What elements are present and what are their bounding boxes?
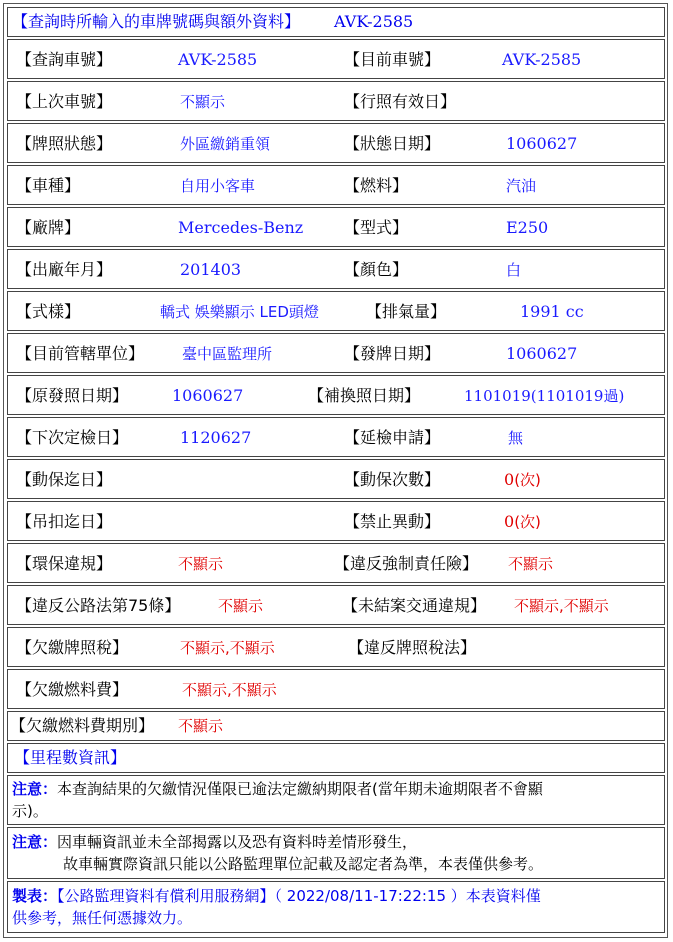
- value-inspection-deferral: 無: [508, 429, 524, 447]
- label-displacement: 【排氣量】: [366, 302, 447, 321]
- value-last-plate: 不顯示: [180, 93, 226, 111]
- value-fuel: 汽油: [506, 177, 537, 195]
- note-2-label: 注意：: [12, 833, 58, 851]
- report-title: 【查詢時所輸入的車牌號碼與額外資料】: [12, 12, 301, 31]
- row-plate-status: [7, 123, 665, 163]
- row-vehicle-type: [7, 165, 665, 205]
- value-status-date: 1060627: [506, 134, 578, 153]
- note-1-line1: 本查詢結果的欠繳情況僅限已逾法定繳納期限者(當年期未逾期限者不會顯: [57, 780, 543, 798]
- value-style: 轎式 娛樂顯示 LED頭燈: [160, 303, 319, 321]
- row-highway-law: [7, 585, 665, 625]
- value-current-plate: AVK-2585: [502, 50, 582, 69]
- label-query-plate: 【查詢車號】: [16, 50, 113, 69]
- value-highway-law: 不顯示: [218, 597, 264, 615]
- label-color: 【顏色】: [344, 260, 409, 279]
- row-last-plate: [7, 81, 665, 121]
- label-env-violation: 【環保違規】: [16, 554, 113, 573]
- label-original-issue: 【原發照日期】: [16, 386, 129, 405]
- value-query-plate: AVK-2585: [178, 50, 258, 69]
- row-query-plate: [7, 39, 665, 79]
- label-model: 【型式】: [344, 218, 409, 237]
- row-license-tax: [7, 627, 665, 667]
- value-displacement: 1991 cc: [520, 302, 584, 321]
- note-1: [7, 775, 665, 825]
- note-2-line1: 因車輛資訊並未全部揭露以及恐有資料時差情形發生，: [57, 833, 418, 851]
- label-current-plate: 【目前車號】: [344, 50, 441, 69]
- footer-line2: 供參考，無任何憑據效力。: [12, 909, 193, 927]
- value-reissue-date: 1101019(1101019過): [464, 387, 625, 405]
- value-manufacture-date: 201403: [180, 260, 242, 279]
- label-issue-date: 【發牌日期】: [344, 344, 441, 363]
- note-2-line2: 故車輛實際資訊只能以公路監理單位記載及認定者為準，本表僅供參考。: [63, 855, 544, 873]
- label-fuel-fee: 【欠繳燃料費】: [16, 680, 129, 699]
- value-model: E250: [506, 218, 549, 237]
- footer-row: [7, 881, 665, 933]
- label-jurisdiction: 【目前管轄單位】: [16, 344, 145, 363]
- row-fuel-fee-period: [7, 711, 665, 741]
- mileage-header: 【里程數資訊】: [14, 748, 127, 767]
- label-chattel-count: 【動保次數】: [344, 470, 441, 489]
- label-fuel-fee-period: 【欠繳燃料費期別】: [10, 716, 155, 735]
- value-jurisdiction: 臺中區監理所: [182, 345, 273, 363]
- label-highway-law: 【違反公路法第75條】: [16, 596, 181, 615]
- value-unresolved-traffic: 不顯示,不顯示: [514, 597, 609, 615]
- row-manufacture: [7, 249, 665, 289]
- row-jurisdiction: [7, 333, 665, 373]
- label-inspection-deferral: 【延檢申請】: [344, 428, 441, 447]
- row-fuel-fee: [7, 669, 665, 709]
- value-fuel-fee-period: 不顯示: [178, 717, 224, 735]
- label-suspension-expiry: 【吊扣迄日】: [16, 512, 113, 531]
- label-brand: 【廠牌】: [16, 218, 81, 237]
- value-transfer-ban: 0(次): [504, 512, 541, 531]
- label-style: 【式樣】: [16, 302, 81, 321]
- row-next-inspection: [7, 417, 665, 457]
- value-plate-status: 外區繳銷重領: [180, 135, 271, 153]
- row-suspension-expiry: [7, 501, 665, 541]
- title-row: [7, 7, 665, 37]
- value-brand: Mercedes-Benz: [178, 218, 304, 237]
- value-fuel-fee: 不顯示,不顯示: [182, 681, 277, 699]
- footer-label: 製表：: [12, 887, 58, 905]
- label-insurance-violation: 【違反強制責任險】: [334, 554, 479, 573]
- value-original-issue: 1060627: [172, 386, 244, 405]
- note-2: [7, 827, 665, 879]
- value-chattel-count: 0(次): [504, 470, 541, 489]
- label-unresolved-traffic: 【未結案交通違規】: [342, 596, 487, 615]
- note-2-text: [12, 831, 660, 875]
- report-title-plate: AVK-2585: [334, 12, 414, 31]
- value-insurance-violation: 不顯示: [508, 555, 554, 573]
- label-chattel-expiry: 【動保迄日】: [16, 470, 113, 489]
- value-issue-date: 1060627: [506, 344, 578, 363]
- value-license-tax: 不顯示,不顯示: [180, 639, 275, 657]
- mileage-row: [7, 743, 665, 773]
- value-color: 白: [506, 261, 522, 279]
- row-brand: [7, 207, 665, 247]
- label-manufacture-date: 【出廠年月】: [16, 260, 113, 279]
- row-style: [7, 291, 665, 331]
- label-next-inspection: 【下次定檢日】: [16, 428, 129, 447]
- label-reissue-date: 【補換照日期】: [308, 386, 421, 405]
- note-1-text: [12, 778, 660, 822]
- row-original-issue: [7, 375, 665, 415]
- label-plate-status: 【牌照狀態】: [16, 134, 113, 153]
- footer-text: [12, 885, 660, 929]
- value-next-inspection: 1120627: [180, 428, 252, 447]
- label-transfer-ban: 【禁止異動】: [344, 512, 441, 531]
- label-vehicle-type: 【車種】: [16, 176, 81, 195]
- label-fuel: 【燃料】: [344, 176, 409, 195]
- label-last-plate: 【上次車號】: [16, 92, 113, 111]
- value-env-violation: 不顯示: [178, 555, 224, 573]
- label-license-tax: 【欠繳牌照稅】: [16, 638, 129, 657]
- footer-line1: 【公路監理資料有償利用服務網】（ 2022/08/11-17:22:15 ）本表資料僅: [57, 887, 541, 905]
- label-status-date: 【狀態日期】: [344, 134, 441, 153]
- note-1-label: 注意：: [12, 780, 58, 798]
- row-env-violation: [7, 543, 665, 583]
- value-vehicle-type: 自用小客車: [180, 177, 256, 195]
- note-1-line2: 示)。: [12, 802, 48, 820]
- label-license-valid: 【行照有效日】: [344, 92, 457, 111]
- row-chattel-expiry: [7, 459, 665, 499]
- label-tax-law-violation: 【違反牌照稅法】: [348, 638, 477, 657]
